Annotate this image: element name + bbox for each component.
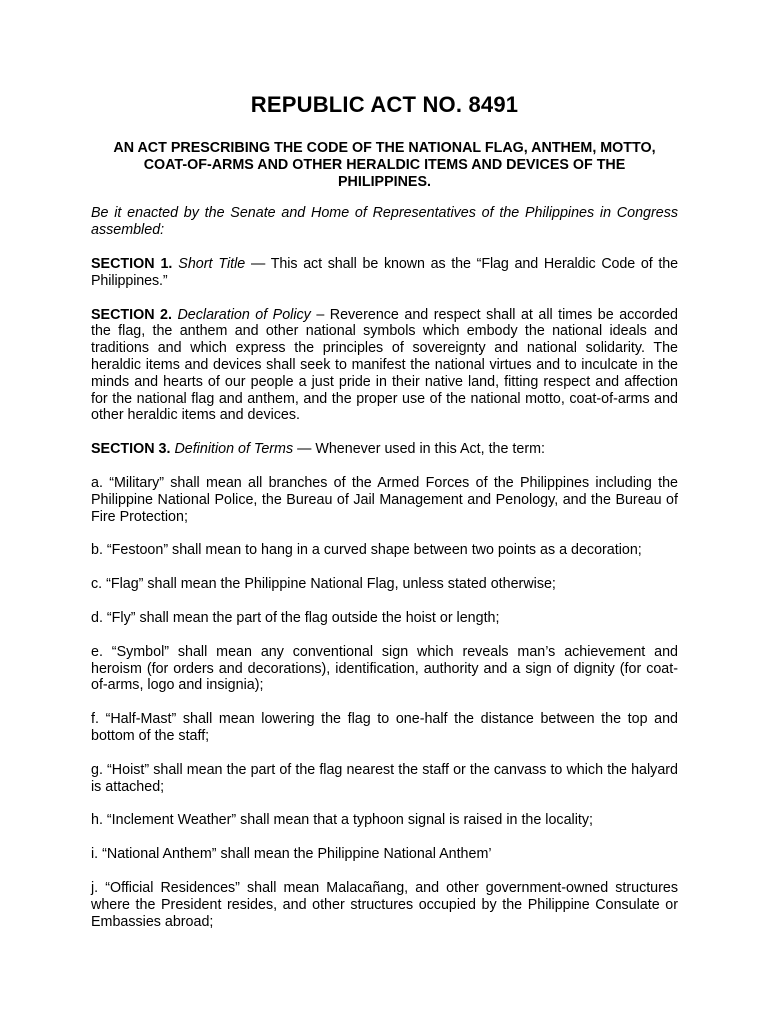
- definition-military: a. “Military” shall mean all branches of the Armed Forces of the Philippines including the Philippine National Police, the Bureau of Jail Management and Penology, and the Bureau of Fire Protection;: [91, 474, 678, 525]
- definition-symbol: e. “Symbol” shall mean any conventional sign which reveals man’s achievement and heroism (for orders and decorations), identification, authority and a sign of dignity (for coat-of-arms, logo and insignia);: [91, 643, 678, 694]
- section-text: — Whenever used in this Act, the term:: [293, 441, 546, 458]
- section-2: [91, 307, 678, 425]
- section-text: — This act shall be known as the “Flag and Heraldic Code of the Philippines.”: [91, 256, 679, 289]
- enacting-clause: Be it enacted by the Senate and Home of Representatives of the Philippines in Congress assembled:: [91, 205, 678, 238]
- document-title: REPUBLIC ACT NO. 8491: [250, 92, 519, 117]
- definition-festoon: b. “Festoon” shall mean to hang in a curved shape between two points as a decoration;: [91, 542, 642, 559]
- section-label: SECTION 3.: [91, 441, 171, 458]
- section-1: [91, 256, 678, 290]
- section-title: Declaration of Policy: [177, 306, 311, 323]
- section-label: SECTION 1.: [91, 256, 173, 272]
- section-text: – Reverence and respect shall at all times be accorded the flag, the anthem and other national symbols which embody the national ideals and traditions and which express the principles of sovereignty and national solidarity. The heraldic items and devices shall seek to manifest the national virtues and to inculcate in the minds and hearts of our people a just pride in their native land, fitting respect and affection for the national flag and anthem, and the proper use of the national motto, coat-of-arms and other heraldic items and devices.: [91, 306, 679, 424]
- definition-official-residences: j. “Official Residences” shall mean Malacañang, and other government-owned structures where the President resides, and other structures occupied by the Philippine Consulate or Embassies abroad;: [91, 879, 678, 930]
- definition-national-anthem: i. “National Anthem” shall mean the Philippine National Anthem’: [91, 846, 492, 863]
- definition-flag: c. “Flag” shall mean the Philippine National Flag, unless stated otherwise;: [91, 576, 556, 593]
- section-title: Short Title: [178, 256, 246, 272]
- definition-half-mast: f. “Half-Mast” shall mean lowering the flag to one-half the distance between the top and bottom of the staff;: [91, 711, 678, 744]
- act-subtitle: AN ACT PRESCRIBING THE CODE OF THE NATIONAL FLAG, ANTHEM, MOTTO, COAT-OF-ARMS AND OTHER HERALDIC ITEMS AND DEVICES OF THE PHILIPPINES.: [113, 140, 656, 190]
- section-3: [91, 441, 678, 458]
- definition-fly: d. “Fly” shall mean the part of the flag outside the hoist or length;: [91, 609, 500, 626]
- section-title: Definition of Terms: [174, 441, 294, 458]
- definition-hoist: g. “Hoist” shall mean the part of the flag nearest the staff or the canvass to which the halyard is attached;: [91, 761, 678, 795]
- section-label: SECTION 2.: [91, 306, 172, 323]
- definition-inclement-weather: h. “Inclement Weather” shall mean that a typhoon signal is raised in the locality;: [91, 812, 593, 829]
